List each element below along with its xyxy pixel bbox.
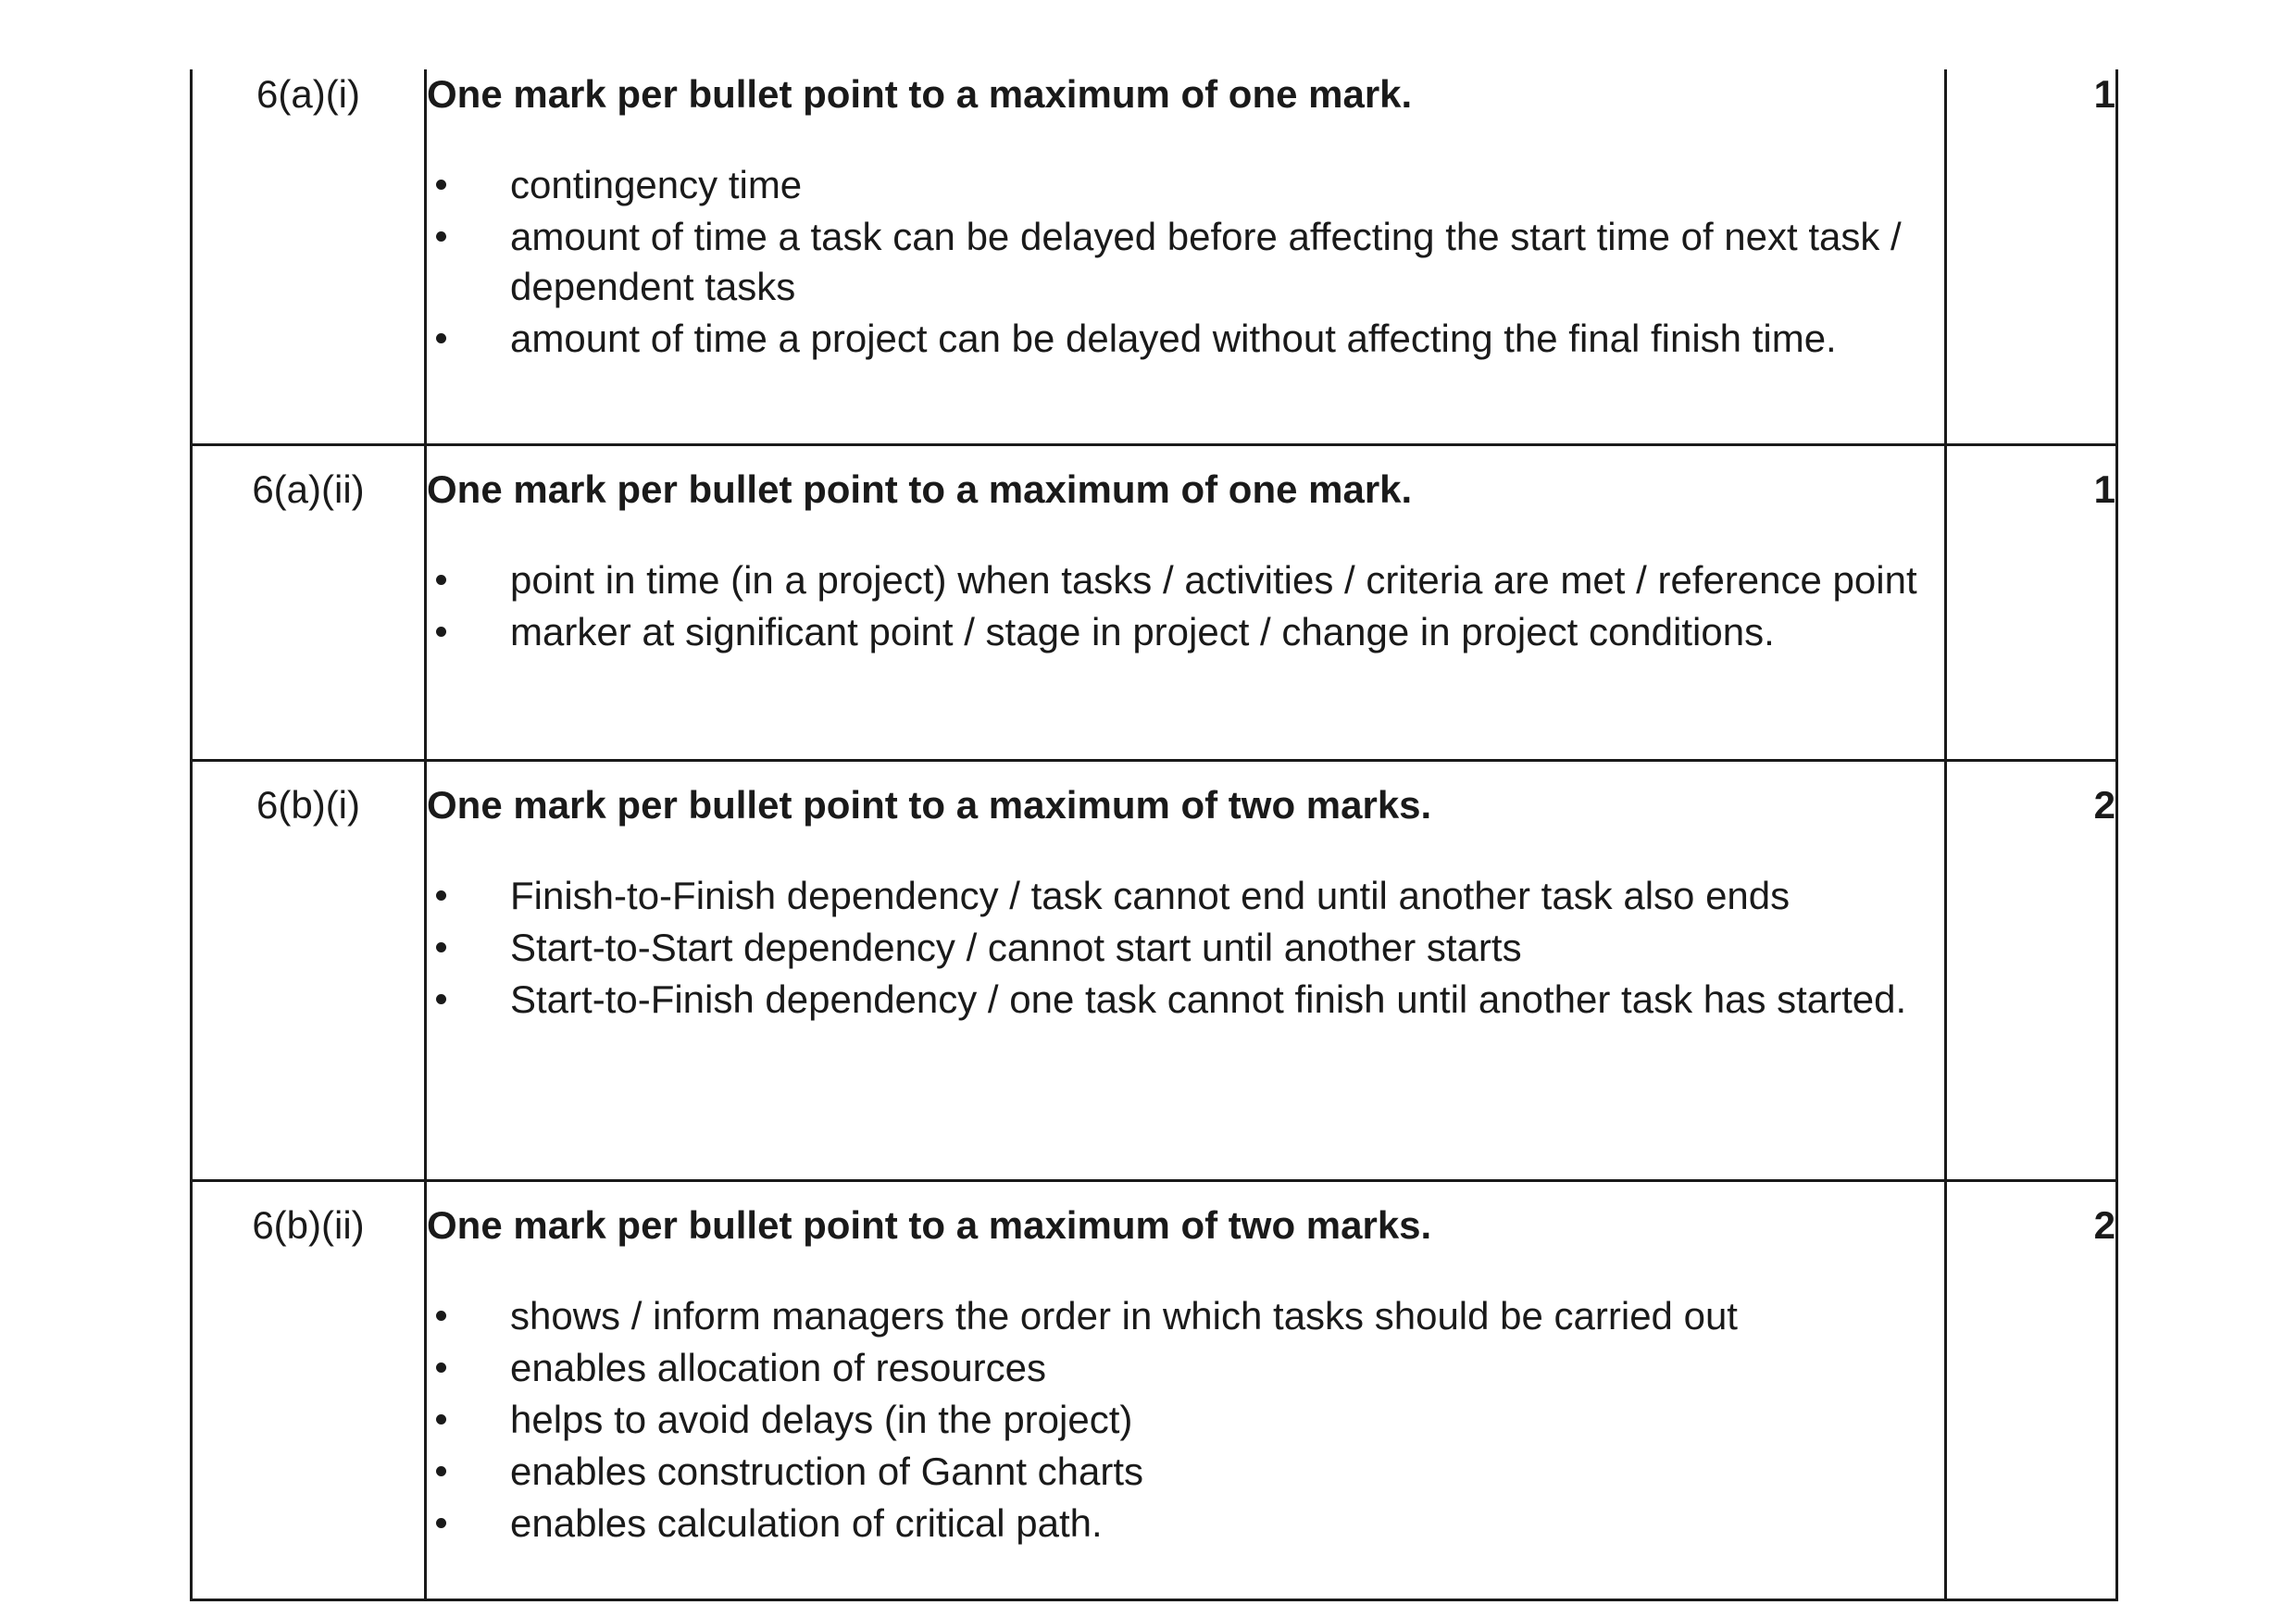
list-item: [427, 314, 1944, 364]
marks-value: 1: [1946, 69, 2117, 445]
answer-cell: [426, 69, 1946, 445]
bullet-text: enables construction of Gannt charts: [510, 1449, 1144, 1493]
answer-heading: One mark per bullet point to a maximum of two marks.: [427, 783, 1432, 827]
list-item: [427, 923, 1944, 973]
answer-heading: One mark per bullet point to a maximum of one mark.: [427, 72, 1413, 116]
bullet-icon: [436, 890, 446, 901]
answer-cell: [426, 1181, 1946, 1600]
table-row: [192, 69, 2117, 445]
question-number: 6(a)(i): [192, 69, 426, 445]
answer-bullets: [427, 555, 1944, 657]
bullet-text: contingency time: [510, 163, 803, 206]
question-number: 6(b)(i): [192, 761, 426, 1181]
answer-bullets: [427, 160, 1944, 364]
bullet-text: helps to avoid delays (in the project): [510, 1398, 1133, 1441]
list-item: [427, 212, 1944, 312]
bullet-icon: [436, 1362, 446, 1373]
answer-heading: One mark per bullet point to a maximum of two marks.: [427, 1203, 1432, 1247]
list-item: [427, 160, 1944, 210]
table-row: [192, 1181, 2117, 1600]
bullet-text: enables allocation of resources: [510, 1346, 1047, 1389]
list-item: [427, 1395, 1944, 1445]
bullet-icon: [436, 575, 446, 585]
answer-bullets: [427, 871, 1944, 1025]
bullet-icon: [436, 942, 446, 952]
bullet-text: Start-to-Start dependency / cannot start until another starts: [510, 926, 1522, 969]
marks-value: 2: [1946, 1181, 2117, 1600]
bullet-text: marker at significant point / stage in project / change in project conditions.: [510, 610, 1775, 653]
bullet-icon: [436, 333, 446, 343]
bullet-text: shows / inform managers the order in which tasks should be carried out: [510, 1294, 1738, 1338]
list-item: [427, 555, 1944, 605]
table-row: [192, 761, 2117, 1181]
list-item: [427, 1499, 1944, 1549]
list-item: [427, 1447, 1944, 1497]
table-row: [192, 445, 2117, 761]
marks-value: 2: [1946, 761, 2117, 1181]
mark-scheme-table: [190, 69, 2118, 1601]
bullet-text: enables calculation of critical path.: [510, 1501, 1103, 1545]
bullet-icon: [436, 994, 446, 1004]
bullet-icon: [436, 231, 446, 242]
question-number: 6(a)(ii): [192, 445, 426, 761]
bullet-text: amount of time a project can be delayed without affecting the final finish time.: [510, 317, 1837, 360]
answer-bullets: [427, 1291, 1944, 1549]
marks-value: 1: [1946, 445, 2117, 761]
bullet-icon: [436, 1518, 446, 1528]
list-item: [427, 1343, 1944, 1393]
question-number: 6(b)(ii): [192, 1181, 426, 1600]
bullet-icon: [436, 1414, 446, 1425]
bullet-icon: [436, 627, 446, 637]
bullet-text: amount of time a task can be delayed before affecting the start time of next task / dependent tasks: [510, 215, 1902, 308]
answer-cell: [426, 761, 1946, 1181]
list-item: [427, 871, 1944, 921]
answer-cell: [426, 445, 1946, 761]
list-item: [427, 607, 1944, 657]
answer-heading: One mark per bullet point to a maximum of one mark.: [427, 467, 1413, 511]
list-item: [427, 975, 1944, 1025]
bullet-icon: [436, 1466, 446, 1476]
bullet-icon: [436, 180, 446, 190]
bullet-text: Finish-to-Finish dependency / task cannot end until another task also ends: [510, 874, 1791, 917]
bullet-icon: [436, 1311, 446, 1321]
bullet-text: point in time (in a project) when tasks / activities / criteria are met / reference point: [510, 558, 1917, 602]
list-item: [427, 1291, 1944, 1341]
bullet-text: Start-to-Finish dependency / one task cannot finish until another task has started.: [510, 977, 1907, 1021]
